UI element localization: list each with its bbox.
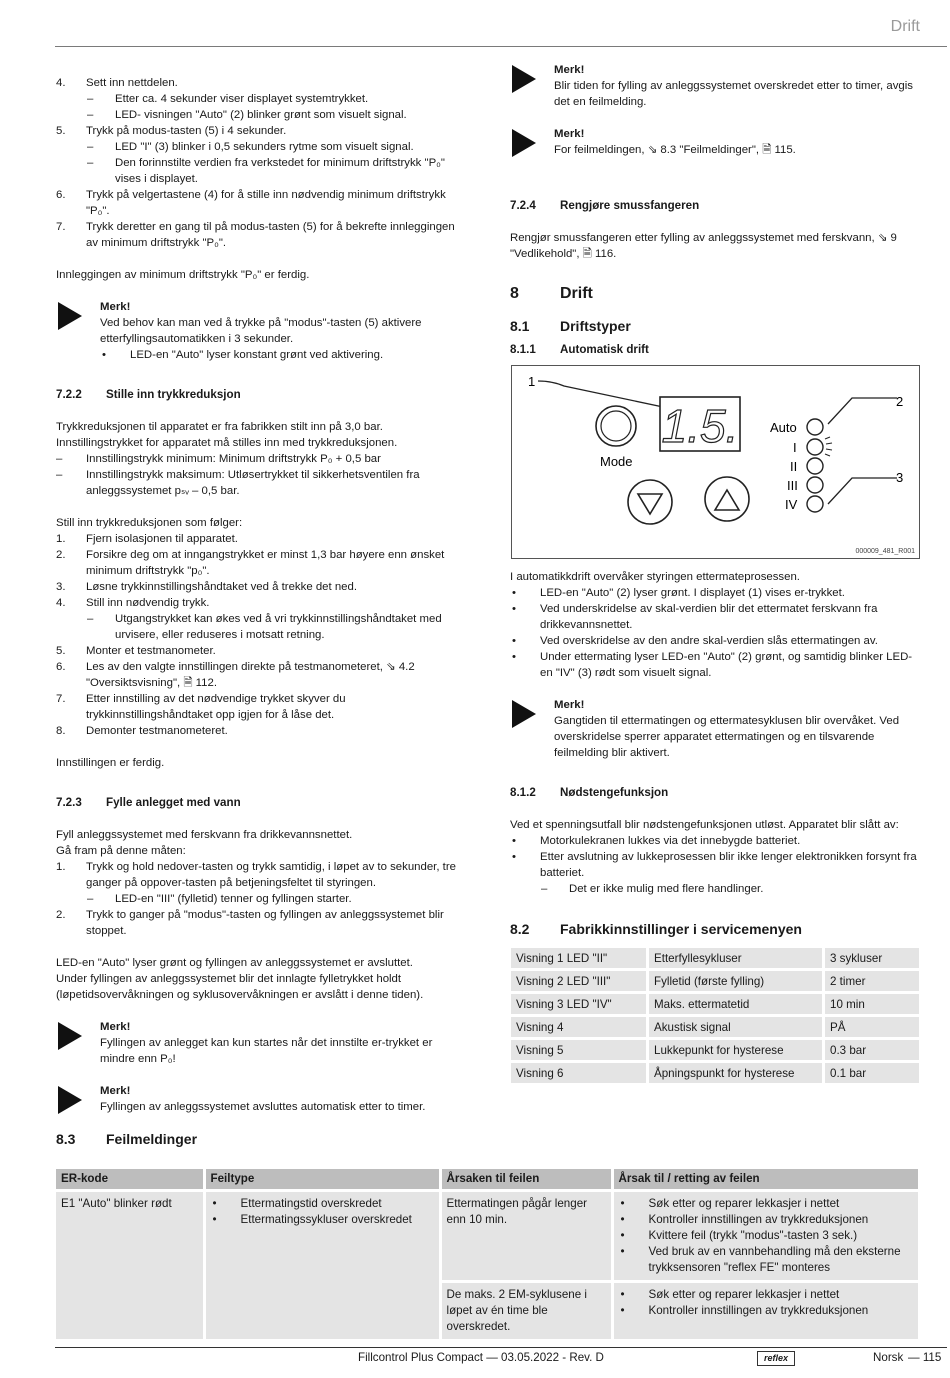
bullet-item: • Ettermatingssykluser overskredet: [212, 1213, 412, 1226]
error-cause: Ettermatingen pågår lenger enn 10 min.: [440, 1191, 612, 1282]
paragraph: LED-en "Auto" lyser grønt og fyllingen av anleggssystemet er avsluttet.: [56, 957, 413, 969]
note-arrow-icon: [58, 1086, 82, 1114]
note-text: For feilmeldingen, ⇘ 8.3 "Feilmeldinger", 🗎 115.: [554, 144, 796, 156]
steps-list-a: [56, 75, 462, 251]
paragraph: I automatikkdrift overvåker styringen ettermateprosessen.: [510, 571, 800, 583]
list-item: 7. Trykk deretter en gang til på modus-tasten (5) for å bekrefte innleggingen av minimum driftstrykk "P₀".: [56, 221, 455, 249]
bullet-item: • Søk etter og reparer lekkasjer i nettet: [620, 1288, 840, 1301]
table-row: [511, 1040, 919, 1060]
reflex-logo: reflex: [757, 1351, 795, 1366]
note-title: Merk!: [100, 1085, 131, 1097]
column-header: ER-kode: [56, 1169, 204, 1191]
note-title: Merk!: [554, 64, 585, 76]
list-item: 2. Forsikre deg om at inngangstrykket er minst 1,3 bar høyere enn ønsket minimum driftstrykk "p₀".: [56, 549, 445, 577]
section-heading-8-1: 8.1 Driftstyper: [510, 318, 631, 334]
table-cell: Visning 5: [511, 1040, 649, 1060]
list-item: 8. Demonter testmanometeret.: [56, 725, 228, 737]
table-cell: Visning 6: [511, 1063, 649, 1083]
list-item: 4. Still inn nødvendig trykk.: [56, 597, 210, 609]
note-text: Blir tiden for fylling av anleggssystemet overskredet etter to timer, avgis det en feilmelding.: [554, 80, 913, 108]
bullet-item: • Ved underskridelse av skal-verdien blir det ettermatet ferskvann fra drikkevannsnettet.: [512, 603, 878, 631]
note-text: Fyllingen av anlegget kan kun startes når det innstilte er-trykket er mindre enn P₀!: [100, 1037, 433, 1065]
sub-item: – Det er ikke mulig med flere handlinger.: [541, 883, 764, 895]
steps-list-b: [56, 531, 462, 739]
paragraph: Still inn trykkreduksjonen som følger:: [56, 517, 243, 529]
table-cell: 0.3 bar: [825, 1040, 919, 1060]
table-cell: Visning 1 LED "II": [511, 948, 649, 968]
pressure-display: 1.5.: [661, 400, 739, 452]
sub-item: – Etter ca. 4 sekunder viser displayet systemtrykket.: [87, 93, 369, 105]
table-row: [511, 1063, 919, 1083]
dash-item: – Innstillingstrykk maksimum: Utløsertrykket til sikkerhetsventilen fra anleggssystemet pₛᵥ – 0,5 bar.: [56, 469, 420, 497]
table-cell: 0.1 bar: [825, 1063, 919, 1083]
list-item: 2. Trykk to ganger på "modus"-tasten og fyllingen av anleggssystemet blir stoppet.: [56, 909, 444, 937]
dash-item: – Innstillingstrykk minimum: Minimum driftstrykk P₀ + 0,5 bar: [56, 453, 381, 465]
table-row: [511, 1017, 919, 1037]
done-text-a: Innleggingen av minimum driftstrykk "P₀" er ferdig.: [56, 269, 310, 281]
callout-2: 2: [896, 394, 904, 409]
table-cell: Maks. ettermatetid: [649, 994, 825, 1014]
list-item: 5. Monter et testmanometer.: [56, 645, 216, 657]
bullet-item: • Kontroller innstillingen av trykkreduksjonen: [620, 1304, 869, 1317]
paragraph: Innstillingstrykket for apparatet må stilles inn med trykkreduksjonen.: [56, 437, 398, 449]
settings-table: [511, 945, 919, 1086]
table-cell: 2 timer: [825, 971, 919, 991]
page-number: — 115: [908, 1351, 942, 1364]
note-arrow-icon: [512, 700, 536, 728]
error-code: E1 "Auto" blinker rødt: [56, 1191, 204, 1341]
section-heading-7-2-2: 7.2.2 Stille inn trykkreduksjon: [56, 388, 241, 401]
callout-1: 1: [528, 374, 536, 389]
note-text: Fyllingen av anleggssystemet avsluttes automatisk etter to timer.: [100, 1101, 426, 1113]
table-cell: Akustisk signal: [649, 1017, 825, 1037]
note-arrow-icon: [58, 1022, 82, 1050]
table-cell: 10 min: [825, 994, 919, 1014]
table-cell: Åpningspunkt for hysterese: [649, 1063, 825, 1083]
mode-label: Mode: [600, 454, 633, 469]
table-row: [511, 994, 919, 1014]
left-column: [56, 75, 462, 1115]
table-row: [511, 971, 919, 991]
note-d: [510, 62, 918, 110]
led-label-auto: Auto: [770, 420, 797, 435]
list-item: 3. Løsne trykkinnstillingshåndtaket ved å trekke det ned.: [56, 581, 357, 593]
note-text: Gangtiden til ettermatingen og ettermatesyklusen blir overvåket. Ved overskridelse sperrer apparatet ettermatingen og en tilsvarende feilmelding blir aktivert.: [554, 715, 900, 759]
error-fix: [612, 1282, 918, 1341]
table-cell: PÅ: [825, 1017, 919, 1037]
table-row: [56, 1191, 918, 1282]
list-item: 1. Trykk og hold nedover-tasten og trykk samtidig, i løpet av to sekunder, tre ganger på oppover-tasten på betjeningsfeltet til styringen.: [56, 861, 456, 889]
section-heading-8-1-2: 8.1.2 Nødstengefunksjon: [510, 786, 669, 799]
table-cell: 3 sykluser: [825, 948, 919, 968]
sub-item: – LED- visningen "Auto" (2) blinker grønt som visuelt signal.: [87, 109, 407, 121]
table-cell: Visning 3 LED "IV": [511, 994, 649, 1014]
note-arrow-icon: [512, 129, 536, 157]
column-header: Årsak til / retting av feilen: [612, 1169, 918, 1191]
sub-item: – LED "I" (3) blinker i 0,5 sekunders rytme som visuelt signal.: [87, 141, 414, 153]
note-title: Merk!: [100, 1021, 131, 1033]
paragraph: Gå fram på denne måten:: [56, 845, 186, 857]
section-heading-8: 8 Drift: [510, 285, 593, 302]
paragraph: Rengjør smussfangeren etter fylling av anleggssystemet med ferskvann, ⇘ 9 "Vedlikehold", 🗎 116.: [510, 232, 897, 260]
bullet-item: • Under ettermating lyser LED-en "Auto" (2) grønt, og samtidig blinker LED-en "IV" (3) rødt som visuelt signal.: [512, 651, 913, 679]
note-e: [510, 126, 918, 158]
section-heading-8-1-1: 8.1.1 Automatisk drift: [510, 343, 649, 356]
list-item: 1. Fjern isolasjonen til apparatet.: [56, 533, 238, 545]
paragraph: Fyll anleggssystemet med ferskvann fra drikkevannsnettet.: [56, 829, 353, 841]
table-cell: Visning 4: [511, 1017, 649, 1037]
sub-item: – LED-en "III" (fylletid) tenner og fyllingen starter.: [87, 893, 352, 905]
column-header: Feiltype: [204, 1169, 440, 1191]
paragraph: Ved et spenningsutfall blir nødstengefunksjonen utløst. Apparatet blir slått av:: [510, 819, 899, 831]
bullet-item: • Søk etter og reparer lekkasjer i nettet: [620, 1197, 840, 1210]
header-divider: [55, 46, 947, 47]
led-label-ii: II: [790, 459, 798, 474]
table-row: [511, 948, 919, 968]
figure-code: 000009_481_R001: [855, 548, 915, 555]
section-heading-7-2-3: 7.2.3 Fylle anlegget med vann: [56, 796, 241, 809]
note-f: [510, 697, 918, 761]
down-arrow-button: [628, 480, 672, 524]
section-heading-8-2: 8.2 Fabrikkinnstillinger i servicemenyen: [510, 921, 802, 937]
note-b: [56, 1019, 462, 1067]
column-header: Årsaken til feilen: [440, 1169, 612, 1191]
section-heading-7-2-4: 7.2.4 Rengjøre smussfangeren: [510, 199, 700, 212]
note-title: Merk!: [554, 699, 585, 711]
bullet-item: • Kvittere feil (trykk "modus"-tasten 3 sek.): [620, 1229, 858, 1242]
section-heading-8-3: 8.3 Feilmeldinger: [56, 1131, 198, 1147]
header-title: Drift: [890, 18, 920, 35]
footer-divider: [55, 1347, 947, 1348]
note-arrow-icon: [512, 65, 536, 93]
list-item: 6. Les av den valgte innstillingen direkte på testmanometeret, ⇘ 4.2 "Oversiktsvisning", 🗎 112.: [56, 661, 415, 689]
error-fix: [612, 1191, 918, 1282]
list-item: 6. Trykk på velgertastene (4) for å stille inn nødvendig minimum driftstrykk "P₀".: [56, 189, 446, 217]
led-label-iv: IV: [785, 497, 798, 512]
paragraph: Under fyllingen av anleggssystemet blir det innlagte fylletrykket holdt (løpetidsovervåkningen og syklusovervåkningen er avslått i denne tiden).: [56, 973, 424, 1001]
note-c: [56, 1083, 462, 1115]
bullet-item: • Ved overskridelse av den andre skal-verdien slås ettermatingen av.: [512, 635, 878, 647]
paragraph: Trykkreduksjonen til apparatet er fra fabrikken stilt inn på 3,0 bar.: [56, 421, 383, 433]
control-panel-diagram: [511, 365, 920, 559]
note-title: Merk!: [554, 128, 585, 140]
list-item: 4. Sett inn nettdelen.: [56, 77, 178, 89]
mode-button: [596, 406, 636, 446]
led-label-i: I: [793, 440, 797, 455]
error-cause: De maks. 2 EM-syklusene i løpet av én time ble overskredet.: [440, 1282, 612, 1341]
list-item: 5. Trykk på modus-tasten (5) i 4 sekunder.: [56, 125, 287, 137]
done-text-b: Innstillingen er ferdig.: [56, 757, 165, 769]
led-indicators: [807, 419, 823, 512]
up-arrow-button: [705, 477, 749, 521]
callout-3: 3: [896, 470, 904, 485]
note-bullet: • LED-en "Auto" lyser konstant grønt ved aktivering.: [102, 349, 384, 361]
table-cell: Fylletid (første fylling): [649, 971, 825, 991]
bullet-item: • Etter avslutning av lukkeprosessen blir ikke lenger elektronikken forsynt fra batteriet.: [512, 851, 917, 879]
bullet-item: • Ettermatingstid overskredet: [212, 1197, 382, 1210]
error-table: [56, 1169, 918, 1342]
led-label-iii: III: [787, 478, 798, 493]
table-cell: Etterfyllesykluser: [649, 948, 825, 968]
right-column: [510, 62, 918, 358]
table-cell: Visning 2 LED "III": [511, 971, 649, 991]
note-a: [56, 299, 462, 363]
note-text: Ved behov kan man ved å trykke på "modus"-tasten (5) aktivere etterfyllingsautomatikken i 3 sekunder.: [100, 317, 422, 345]
steps-list-c: [56, 859, 462, 939]
bullet-item: • Kontroller innstillingen av trykkreduksjonen: [620, 1213, 869, 1226]
bullet-item: • LED-en "Auto" (2) lyser grønt. I displayet (1) vises er-trykket.: [512, 587, 845, 599]
bullet-item: • Ved bruk av en vannbehandling må den eksterne trykksensoren "reflex FE" monteres: [620, 1245, 901, 1274]
note-title: Merk!: [100, 301, 131, 313]
right-column-lower: [510, 569, 918, 937]
sub-item: – Den forinnstilte verdien fra verkstedet for minimum driftstrykk "P₀" vises i displayet.: [87, 157, 445, 185]
note-arrow-icon: [58, 302, 82, 330]
bullet-item: • Motorkulekranen lukkes via det innebygde batteriet.: [512, 835, 801, 847]
list-item: 7. Etter innstilling av det nødvendige trykket skyver du trykkinnstillingshåndtaket opp igjen for å låse det.: [56, 693, 346, 721]
footer-document: Fillcontrol Plus Compact — 03.05.2022 - Rev. D: [358, 1351, 604, 1364]
sub-item: – Utgangstrykket kan økes ved å vri trykkinnstillingshåndtaket med urvisere, eller reduseres i motsatt retning.: [87, 613, 442, 641]
error-types: [204, 1191, 440, 1341]
led-blink-icon: [825, 437, 832, 456]
table-cell: Lukkepunkt for hysterese: [649, 1040, 825, 1060]
footer-language: Norsk: [873, 1351, 904, 1364]
